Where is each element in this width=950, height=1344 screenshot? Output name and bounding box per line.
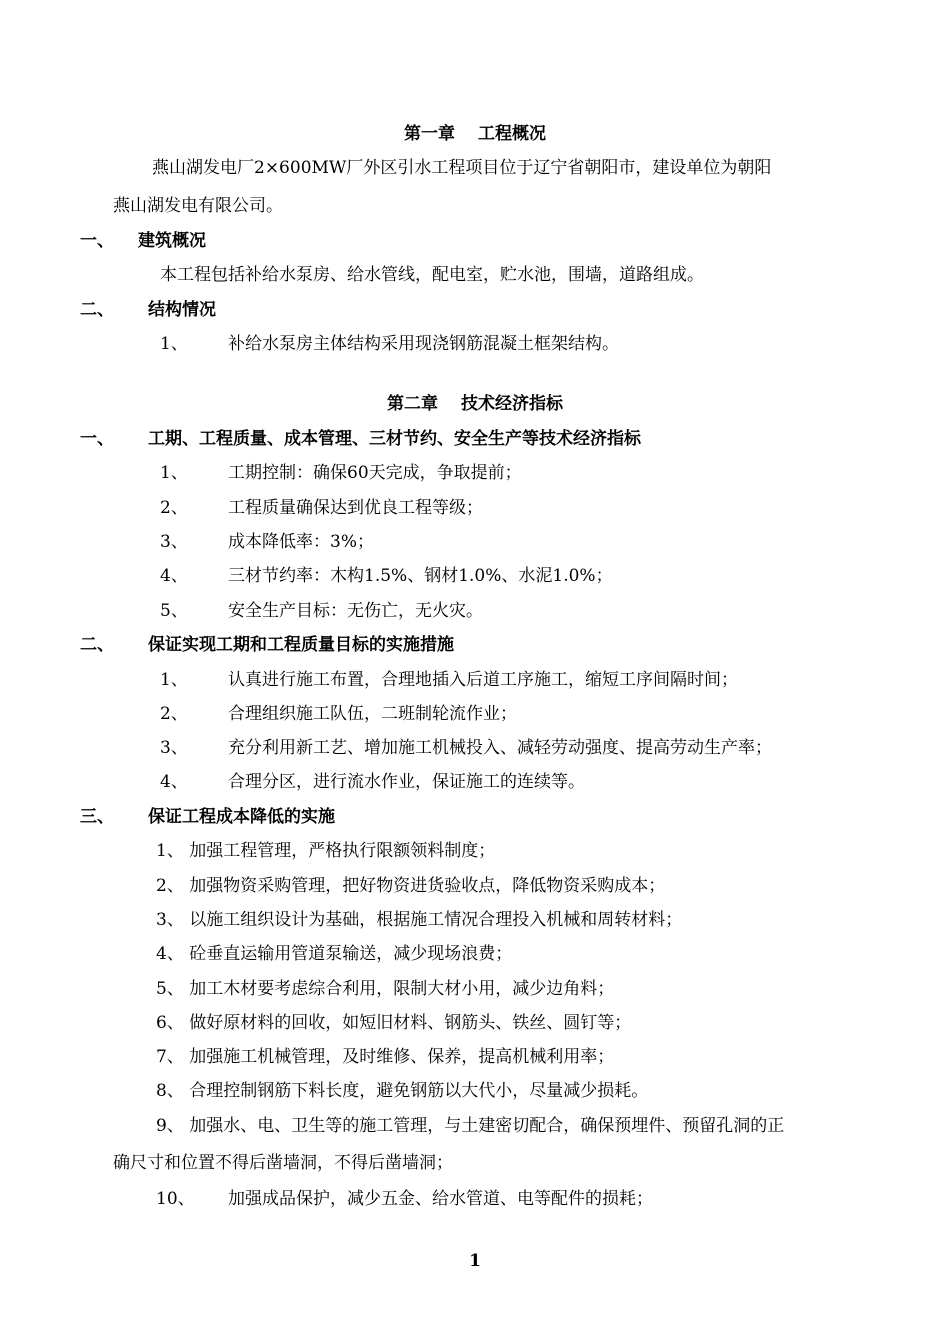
list-item-number: 10、 xyxy=(156,1189,195,1209)
chapter1-section2-title: 结构情况 xyxy=(148,300,216,320)
list-item-number: 5、 xyxy=(160,601,188,621)
chapter1-title: 第一章 工程概况 xyxy=(404,124,546,144)
chapter2-section2-number: 二、 xyxy=(80,635,114,655)
list-item-text: 加强成品保护，减少五金、给水管道、电等配件的损耗； xyxy=(228,1189,653,1209)
list-item-number: 1、 xyxy=(160,670,188,690)
list-item-number: 1、 xyxy=(160,463,188,483)
list-item: 9、 加强水、电、卫生等的施工管理，与土建密切配合，确保预埋件、预留孔洞的正 xyxy=(156,1116,785,1136)
chapter1-intro-line1: 燕山湖发电厂2×600MW厂外区引水工程项目位于辽宁省朝阳市，建设单位为朝阳 xyxy=(152,158,772,178)
chapter2-section1-title: 工期、工程质量、成本管理、三材节约、安全生产等技术经济指标 xyxy=(148,429,641,449)
list-item-number: 2、 xyxy=(160,498,188,518)
chapter2-title: 第二章 技术经济指标 xyxy=(387,394,563,414)
list-item: 2、 加强物资采购管理，把好物资进货验收点，降低物资采购成本； xyxy=(156,876,666,896)
list-item-text: 安全生产目标：无伤亡，无火灾。 xyxy=(228,601,483,621)
list-item-number: 3、 xyxy=(160,532,188,552)
page-number: 1 xyxy=(469,1251,481,1271)
list-item-number: 1、 xyxy=(160,334,188,354)
chapter2-section2-title: 保证实现工期和工程质量目标的实施措施 xyxy=(148,635,454,655)
list-item-number: 3、 xyxy=(160,738,188,758)
chapter2-section3-title: 保证工程成本降低的实施 xyxy=(148,807,335,827)
list-item-number: 2、 xyxy=(160,704,188,724)
list-item-text: 认真进行施工布置，合理地插入后道工序施工，缩短工序间隔时间； xyxy=(228,670,738,690)
chapter1-section2-number: 二、 xyxy=(80,300,114,320)
list-item-text: 合理分区，进行流水作业，保证施工的连续等。 xyxy=(228,772,585,792)
list-item: 7、 加强施工机械管理，及时维修、保养，提高机械利用率； xyxy=(156,1047,615,1067)
list-item: 5、 加工木材要考虑综合利用，限制大材小用，减少边角料； xyxy=(156,979,615,999)
chapter1-section1-number: 一、 xyxy=(80,231,114,251)
list-item-number: 4、 xyxy=(160,772,188,792)
list-item: 3、 以施工组织设计为基础，根据施工情况合理投入机械和周转材料； xyxy=(156,910,683,930)
list-item-text: 充分利用新工艺、增加施工机械投入、减轻劳动强度、提高劳动生产率； xyxy=(228,738,772,758)
chapter1-section1-text: 本工程包括补给水泵房、给水管线，配电室，贮水池，围墙，道路组成。 xyxy=(160,265,704,285)
list-item: 4、 砼垂直运输用管道泵输送，减少现场浪费； xyxy=(156,944,513,964)
list-item-text: 工程质量确保达到优良工程等级； xyxy=(228,498,483,518)
list-item: 1、 加强工程管理，严格执行限额领料制度； xyxy=(156,841,496,861)
list-item: 6、 做好原材料的回收，如短旧材料、钢筋头、铁丝、圆钉等； xyxy=(156,1013,632,1033)
list-item-continuation: 确尺寸和位置不得后凿墙洞，不得后凿墙洞； xyxy=(113,1153,453,1173)
chapter2-section3-number: 三、 xyxy=(80,807,114,827)
list-item-text: 成本降低率：3%； xyxy=(228,532,374,552)
list-item-text: 补给水泵房主体结构采用现浇钢筋混凝土框架结构。 xyxy=(228,334,619,354)
chapter1-intro-line2: 燕山湖发电有限公司。 xyxy=(113,196,283,216)
list-item-text: 工期控制：确保60天完成，争取提前； xyxy=(228,463,522,483)
list-item: 8、 合理控制钢筋下料长度，避免钢筋以大代小，尽量减少损耗。 xyxy=(156,1081,649,1101)
list-item-text: 合理组织施工队伍，二班制轮流作业； xyxy=(228,704,517,724)
list-item-text: 三材节约率：木构1.5%、钢材1.0%、水泥1.0%； xyxy=(228,566,613,586)
chapter2-section1-number: 一、 xyxy=(80,429,114,449)
list-item-number: 4、 xyxy=(160,566,188,586)
chapter1-section1-title: 建筑概况 xyxy=(138,231,206,251)
